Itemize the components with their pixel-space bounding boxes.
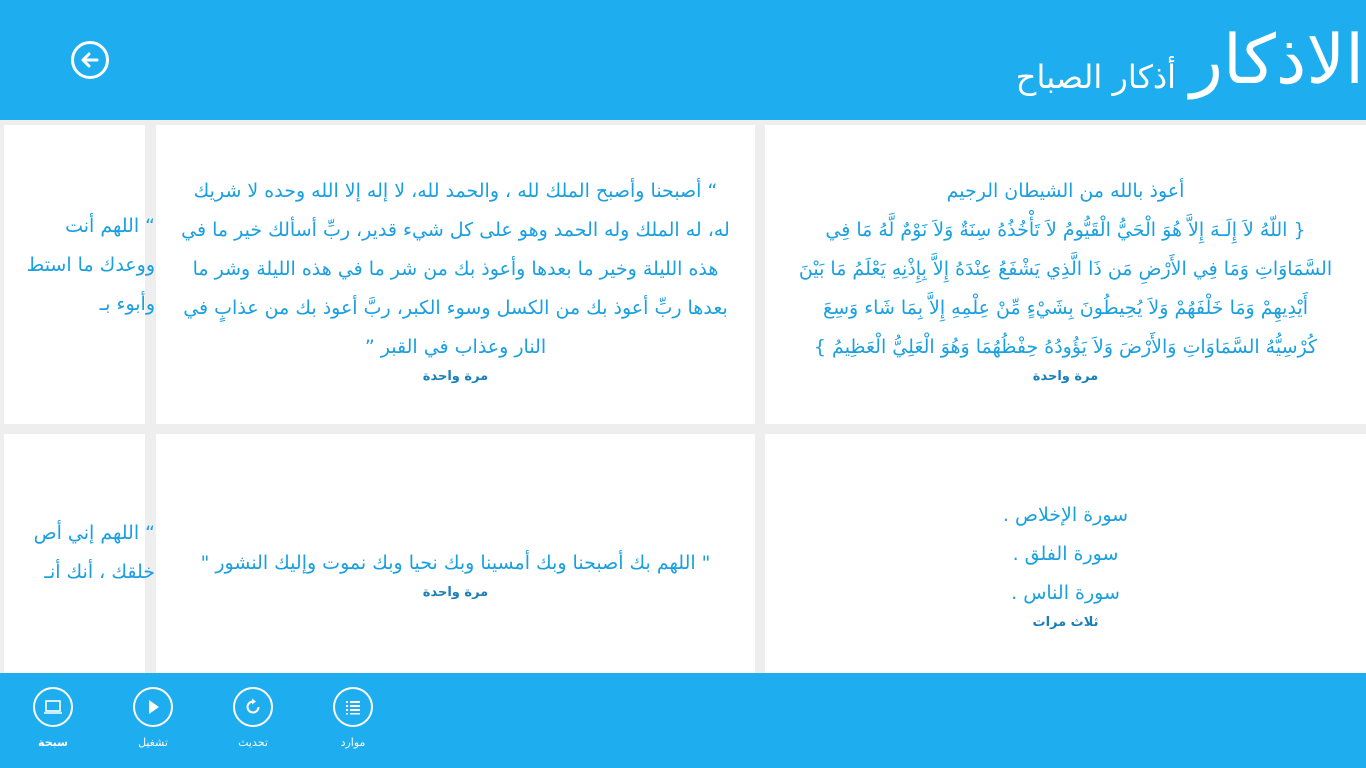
zikr-card-asbahtu-ushhiduk[interactable] <box>4 434 155 673</box>
play-button[interactable] <box>113 687 193 757</box>
zikr-card-sayyid-istighfar[interactable] <box>4 125 155 424</box>
refresh-button[interactable] <box>213 687 293 757</box>
zikr-card-muawwidhat[interactable] <box>765 434 1366 673</box>
zikr-card-bika-asbahna[interactable] <box>156 434 755 673</box>
zikr-text: “ أصبحنا وأصبح الملك لله ، والحمد لله، لا إله إلا الله وحده لا شريك له، له الملك وله الحمد وهو على كل شيء قدير، ربِّ أسألك خير ما في هذه الليلة وخير ما بعدها وأعوذ بك من شر ما في هذه الليلة وشر ما بعدها ربِّ أعوذ بك من الكسل وسوء الكبر، ربَّ أعوذ بك من عذابٍ في النار وعذاب في القبر ” <box>181 180 730 358</box>
arrow-left-icon <box>78 48 102 72</box>
resources-label: موارد <box>340 736 366 749</box>
refresh-icon <box>243 697 263 717</box>
zikr-text: سورة الإخلاص . سورة الفلق . سورة الناس . <box>1002 504 1129 604</box>
zikr-count: مرة واحدة <box>422 369 489 384</box>
app-title: الاذكار <box>1190 21 1364 100</box>
app-bar <box>0 673 1366 768</box>
zikr-card-asbahna[interactable] <box>156 125 755 424</box>
back-button[interactable] <box>71 41 109 79</box>
tasbih-label: سبحة <box>38 736 68 749</box>
refresh-label: تحديث <box>238 736 268 749</box>
zikr-text: “ اللهم أنت ووعدك ما استط وأبوء بـ <box>26 215 155 315</box>
zikr-text: أعوذ بالله من الشيطان الرجيم { اللّهُ لاَ إِلَـهَ إِلاَّ هُوَ الْحَيُّ الْقَيُّومُ لاَ تَأْخُذُهُ سِنَةٌ وَلاَ نَوْمٌ لَّهُ مَا فِي السَّمَاوَاتِ وَمَا فِي الأَرْضِ مَن ذَا الَّذِي يَشْفَعُ عِنْدَهُ إِلاَّ بِإِذْنِهِ يَعْلَمُ مَا بَيْنَ أَيْدِيهِمْ وَمَا خَلْفَهُمْ وَلاَ يُحِيطُونَ بِشَيْءٍ مِّنْ عِلْمِهِ إِلاَّ بِمَا شَاء وَسِعَ كُرْسِيُّهُ السَّمَاوَاتِ وَالأَرْضَ وَلاَ يَؤُودُهُ حِفْظُهُمَا وَهُوَ الْعَلِيُّ الْعَظِيمُ } <box>798 180 1333 358</box>
zikr-count: مرة واحدة <box>1032 369 1099 384</box>
zikr-grid <box>0 120 1366 673</box>
zikr-text: “ اللهم إني أص خلقك ، أنك أنـ <box>33 522 155 583</box>
zikr-text: " اللهم بك أصبحنا وبك أمسينا وبك نحيا وبك نموت وإليك النشور " <box>200 552 711 574</box>
list-icon <box>343 697 363 717</box>
zikr-count: ثلاث مرات <box>1032 615 1099 630</box>
tasbih-button[interactable] <box>13 687 93 757</box>
laptop-icon <box>43 697 63 717</box>
play-label: تشغيل <box>138 736 168 749</box>
resources-button[interactable] <box>313 687 393 757</box>
zikr-count: مرة واحدة <box>422 585 489 600</box>
play-icon <box>143 697 163 717</box>
header <box>0 0 1366 120</box>
page-title: أذكار الصباح <box>1015 58 1176 96</box>
zikr-card-ayat-alkursi[interactable] <box>765 125 1366 424</box>
